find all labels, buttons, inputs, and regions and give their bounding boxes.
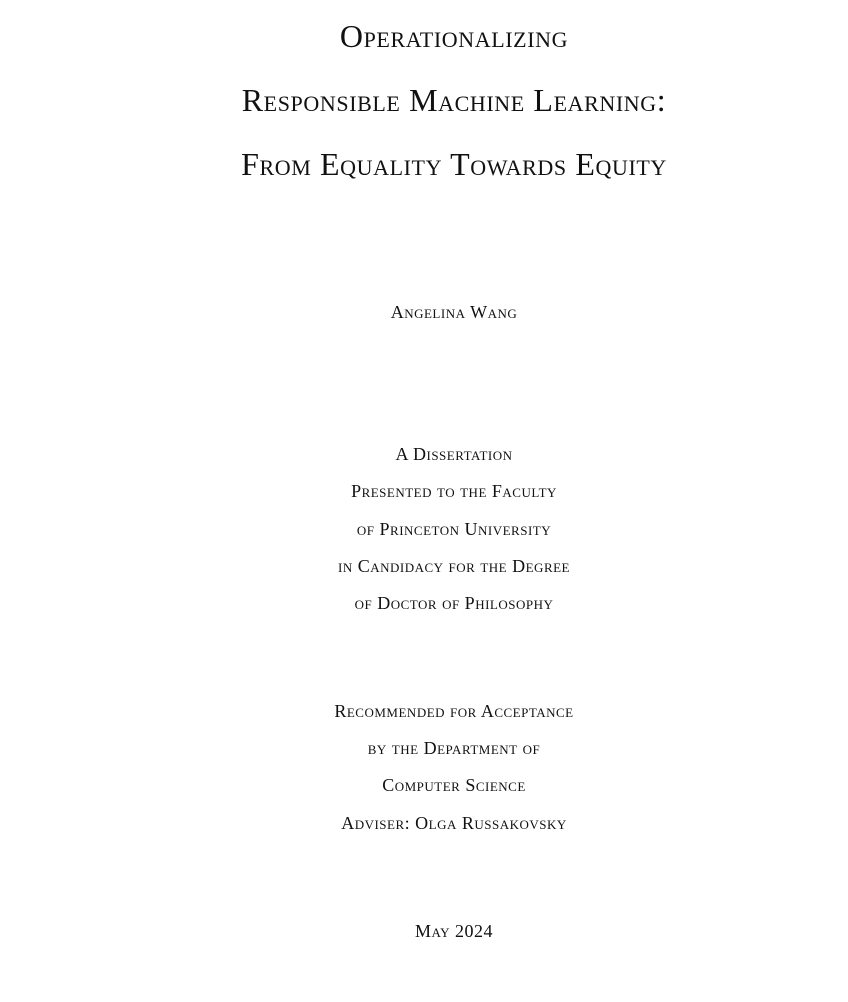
recommendation-line-2: by the Department of (367, 738, 541, 758)
title-line-1: Operationalizing (339, 18, 569, 54)
submission-date: May 2024 (414, 921, 494, 941)
title-line-3: From Equality Towards Equity (241, 146, 667, 182)
recommendation-line-3: Computer Science (382, 775, 526, 795)
dissertation-line-4: in Candidacy for the Degree (338, 556, 570, 576)
dissertation-line-5: of Doctor of Philosophy (354, 593, 554, 613)
title-line-2: Responsible Machine Learning: (241, 82, 667, 118)
recommendation-line-1: Recommended for Acceptance (334, 701, 574, 721)
author-name: Angelina Wang (390, 302, 518, 322)
dissertation-line-3: of Princeton University (356, 519, 552, 539)
dissertation-line-2: Presented to the Faculty (351, 481, 557, 501)
recommendation-line-4: Adviser: Olga Russakovsky (341, 813, 567, 833)
dissertation-line-1: A Dissertation (395, 444, 513, 464)
